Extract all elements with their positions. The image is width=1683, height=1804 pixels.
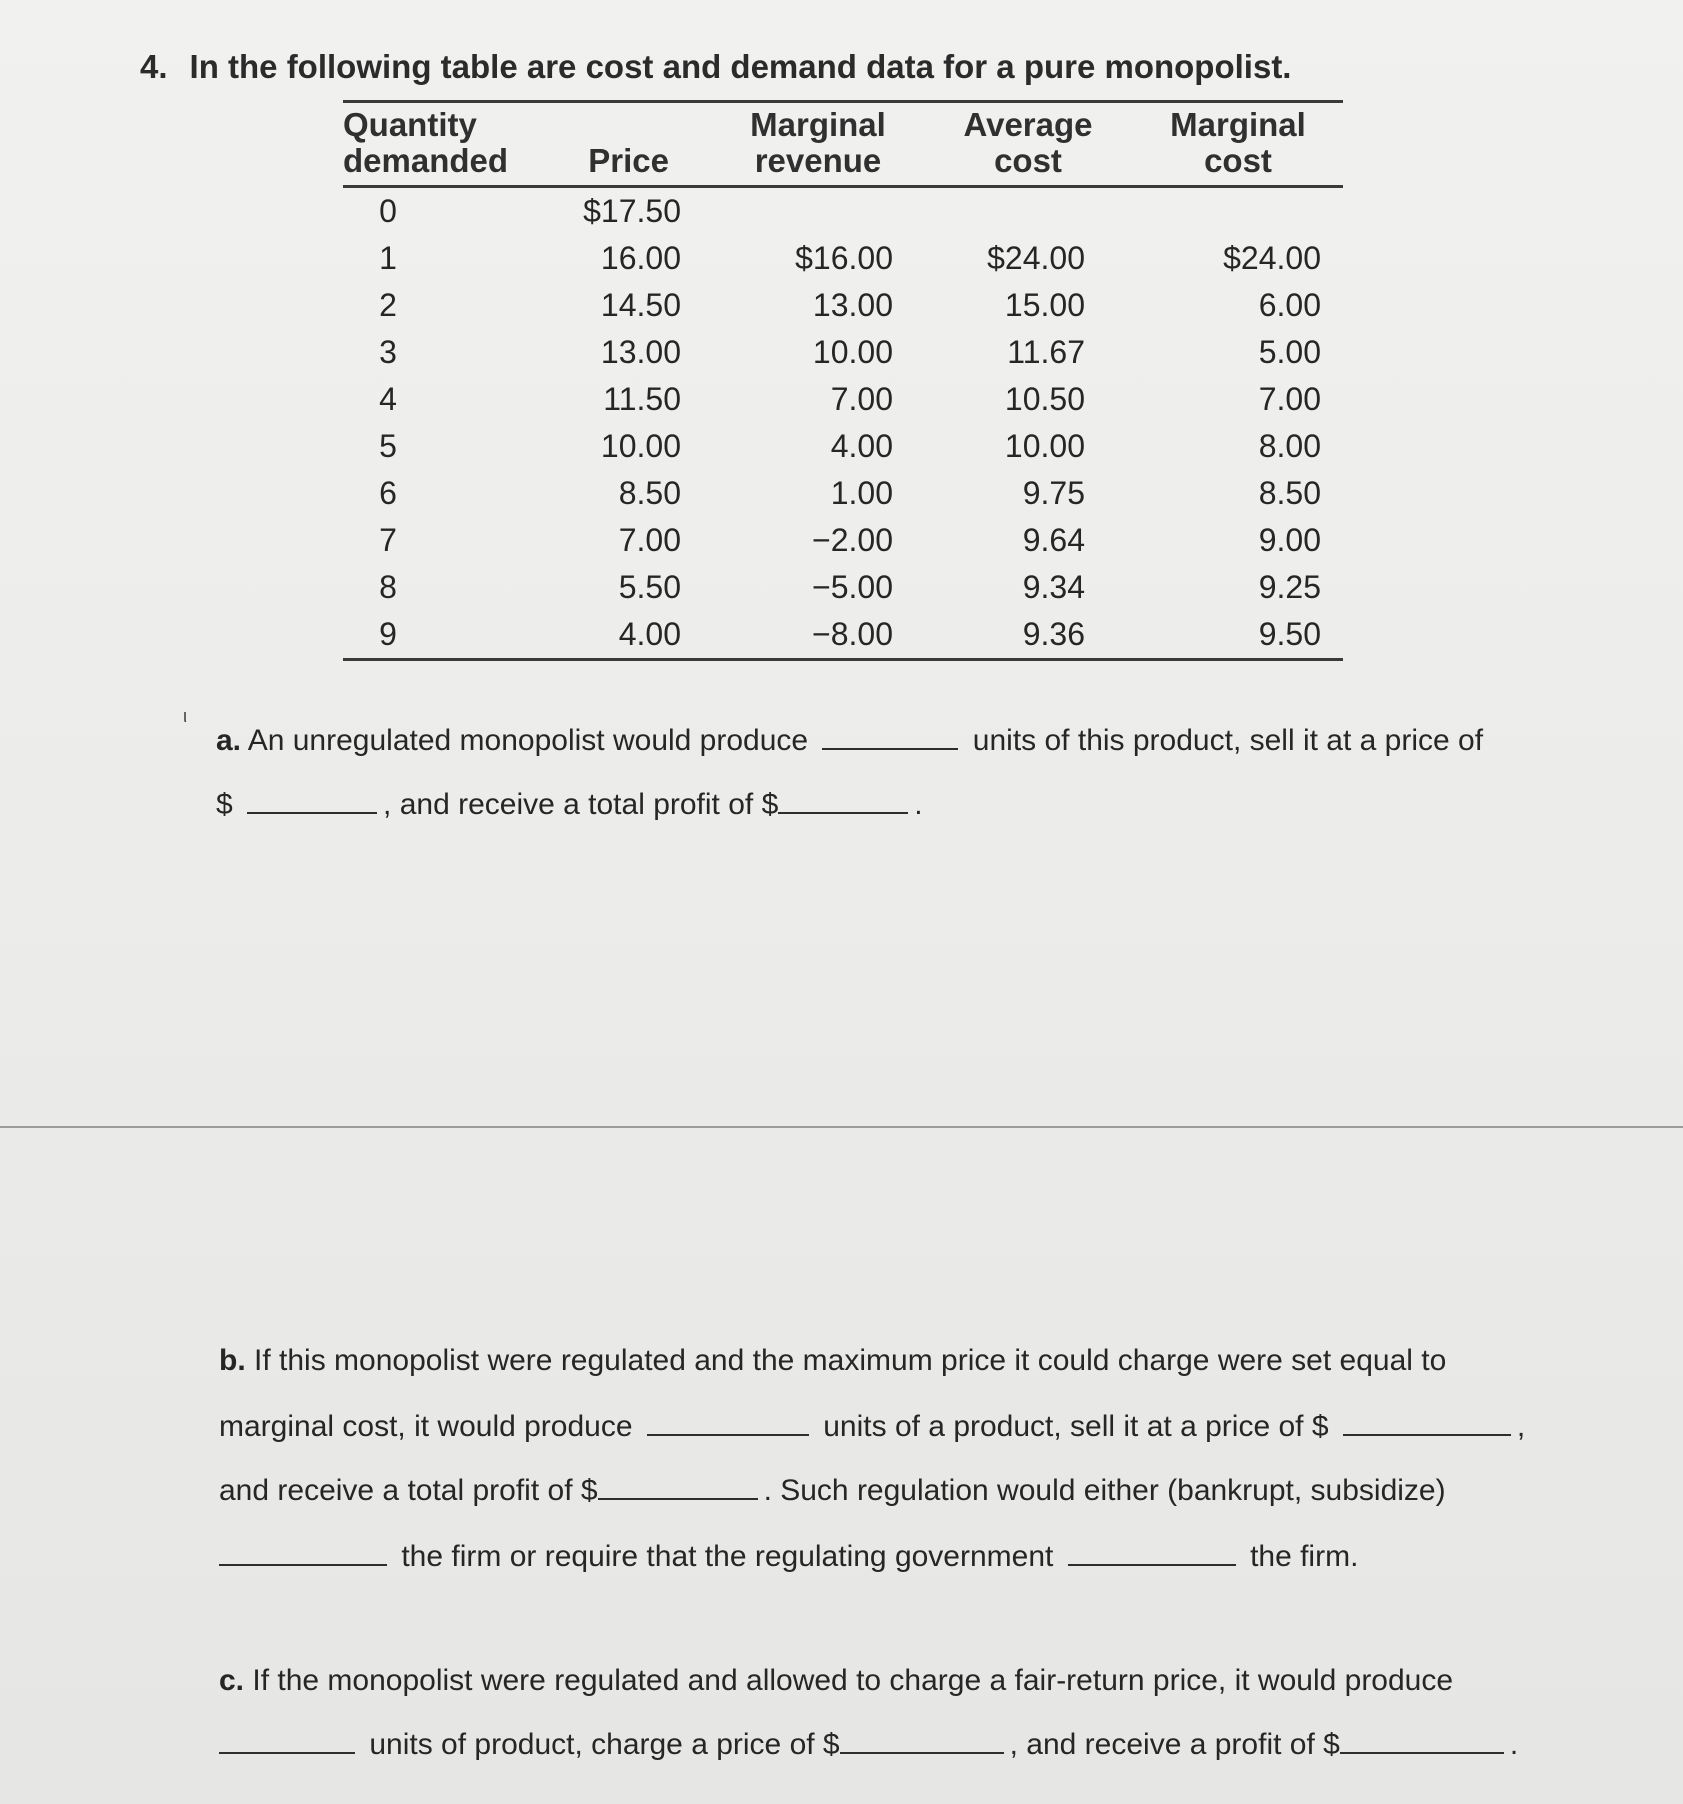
cell-marginal-revenue: 13.00 — [812, 287, 893, 323]
table-row — [343, 517, 1343, 564]
table-row — [343, 282, 1343, 329]
answer-b-government-action[interactable] — [1068, 1542, 1236, 1566]
table-row — [343, 329, 1343, 376]
part-b-line-1: b. If this monopolist were regulated and the maximum price it could charge were set equal to — [219, 1344, 1447, 1377]
header-average-cost: Average cost — [963, 106, 1093, 179]
cell-marginal-cost: 9.50 — [1258, 616, 1321, 652]
cell-average-cost — [923, 187, 1133, 236]
cell-marginal-cost: 7.00 — [1258, 381, 1321, 417]
cell-quantity: 8 — [379, 569, 397, 605]
cell-marginal-revenue: $16.00 — [795, 240, 893, 276]
table-row — [343, 187, 1343, 236]
cell-marginal-revenue: 4.00 — [830, 428, 893, 464]
cell-price: 5.50 — [618, 569, 681, 605]
cell-quantity: 4 — [379, 381, 397, 417]
cell-marginal-revenue: 1.00 — [830, 475, 893, 511]
table-row — [343, 235, 1343, 282]
cost-demand-table — [343, 100, 1343, 661]
cell-average-cost: 9.75 — [1022, 475, 1085, 511]
cell-quantity: 0 — [379, 193, 397, 229]
cell-price: $17.50 — [583, 193, 681, 229]
cell-price: 16.00 — [600, 240, 681, 276]
cell-quantity: 5 — [379, 428, 397, 464]
cell-quantity: 6 — [379, 475, 397, 511]
cell-marginal-cost: 6.00 — [1258, 287, 1321, 323]
cell-average-cost: 11.67 — [1007, 334, 1085, 370]
cell-quantity: 1 — [379, 240, 397, 276]
header-price: Price — [588, 142, 669, 179]
answer-a-price[interactable] — [247, 790, 377, 814]
cell-marginal-revenue: −8.00 — [812, 616, 893, 652]
cell-marginal-revenue: 7.00 — [830, 381, 893, 417]
part-a-line-1: a. An unregulated monopolist would produce units of this product, sell it at a price of — [216, 724, 1484, 757]
part-c-line-1: c. If the monopolist were regulated and allowed to charge a fair-return price, it would produce — [219, 1664, 1454, 1697]
cell-quantity: 2 — [379, 287, 397, 323]
part-c-line-2: units of product, charge a price of $ , and receive a profit of $ . — [219, 1728, 1518, 1762]
cell-marginal-cost: 9.25 — [1258, 569, 1321, 605]
part-a-line-2: $ , and receive a total profit of $ . — [216, 788, 923, 821]
part-b-line-2: marginal cost, it would produce units of a product, sell it at a price of $ , — [219, 1410, 1526, 1443]
cell-marginal-cost — [1133, 187, 1343, 236]
cell-marginal-cost: 9.00 — [1258, 522, 1321, 558]
stray-mark: ι — [183, 706, 187, 726]
answer-b-bankrupt-subsidize[interactable] — [219, 1542, 387, 1566]
answer-c-price[interactable] — [840, 1730, 1004, 1754]
cell-price: 11.50 — [603, 381, 681, 417]
cell-quantity: 7 — [379, 522, 397, 558]
cell-average-cost: 15.00 — [1004, 287, 1085, 323]
cell-average-cost: 9.64 — [1022, 522, 1085, 558]
cell-marginal-cost: $24.00 — [1223, 240, 1321, 276]
cell-price: 8.50 — [618, 475, 681, 511]
header-marginal-revenue: Marginal revenue — [750, 106, 886, 179]
cell-marginal-cost: 8.50 — [1258, 475, 1321, 511]
cell-price: 7.00 — [618, 522, 681, 558]
question-number: 4. — [140, 48, 168, 85]
cell-average-cost: 10.00 — [1004, 428, 1085, 464]
part-b-line-3: and receive a total profit of $ . Such regulation would either (bankrupt, subsidize) — [219, 1474, 1446, 1507]
cell-average-cost: 10.50 — [1004, 381, 1085, 417]
question-heading — [140, 48, 1291, 86]
answer-c-profit[interactable] — [1340, 1730, 1504, 1754]
answer-a-profit[interactable] — [778, 790, 908, 814]
part-b-line-4: the firm or require that the regulating government the firm. — [219, 1540, 1358, 1574]
cell-price: 4.00 — [618, 616, 681, 652]
header-marginal-cost: Marginal cost — [1170, 106, 1306, 179]
cell-marginal-revenue: −5.00 — [812, 569, 893, 605]
question-text: In the following table are cost and demand data for a pure monopolist. — [189, 48, 1292, 85]
answer-c-quantity[interactable] — [219, 1730, 355, 1754]
answer-b-quantity[interactable] — [647, 1412, 809, 1436]
table-body — [343, 187, 1343, 660]
cell-marginal-cost: 5.00 — [1258, 334, 1321, 370]
cell-quantity: 3 — [379, 334, 397, 370]
cell-marginal-revenue: 10.00 — [812, 334, 893, 370]
table-row — [343, 611, 1343, 660]
table-row — [343, 470, 1343, 517]
cell-marginal-cost: 8.00 — [1258, 428, 1321, 464]
table-row — [343, 564, 1343, 611]
table-row — [343, 376, 1343, 423]
header-quantity-demanded: Quantity demanded — [343, 106, 509, 179]
answer-a-quantity[interactable] — [822, 726, 958, 750]
cell-average-cost: $24.00 — [987, 240, 1085, 276]
answer-b-price[interactable] — [1343, 1412, 1511, 1436]
cell-average-cost: 9.36 — [1022, 616, 1085, 652]
cell-price: 14.50 — [600, 287, 681, 323]
answer-b-profit[interactable] — [598, 1476, 758, 1500]
section-divider — [0, 1126, 1683, 1128]
cell-quantity: 9 — [379, 616, 397, 652]
cell-price: 13.00 — [600, 334, 681, 370]
cell-marginal-revenue: −2.00 — [812, 522, 893, 558]
cell-average-cost: 9.34 — [1022, 569, 1085, 605]
cell-marginal-revenue — [713, 187, 923, 236]
table-header-row — [343, 102, 1343, 187]
cell-price: 10.00 — [600, 428, 681, 464]
table-row — [343, 423, 1343, 470]
